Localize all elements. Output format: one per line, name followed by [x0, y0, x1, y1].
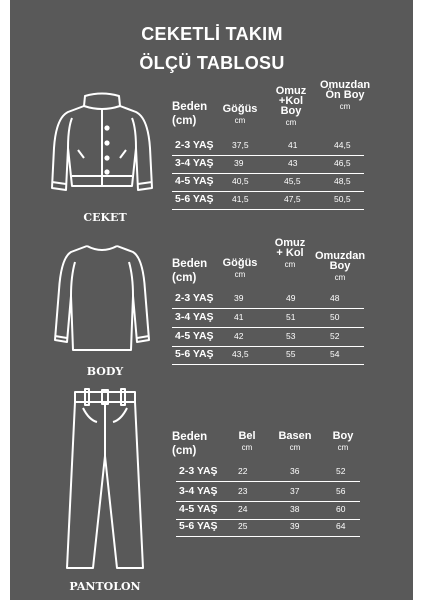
- cell-value: 51: [286, 312, 296, 322]
- cell-value: 49: [286, 293, 296, 303]
- cell-value: 41: [288, 140, 298, 150]
- size-label: 5-6 YAŞ: [175, 348, 214, 360]
- sweatshirt-icon: [45, 240, 160, 360]
- table3-col3-header: Boy cm: [332, 430, 354, 452]
- cell-value: 46,5: [334, 158, 351, 168]
- table1-beden-header: Beden (cm): [172, 101, 208, 127]
- row-divider: [172, 191, 364, 192]
- size-label: 3-4 YAŞ: [179, 485, 218, 497]
- cell-value: 45,5: [284, 176, 301, 186]
- cell-value: 56: [336, 486, 346, 496]
- table2-beden-header: Beden (cm): [172, 258, 208, 284]
- size-label: 4-5 YAŞ: [175, 330, 214, 342]
- cell-value: 22: [238, 466, 248, 476]
- page-title: CEKETLİ TAKIM: [141, 24, 283, 44]
- table3-beden-header: Beden (cm): [172, 431, 208, 457]
- cell-value: 43: [288, 158, 298, 168]
- table-row: [172, 330, 364, 344]
- cell-value: 50: [330, 312, 340, 322]
- table-row: [172, 157, 364, 171]
- cell-value: 64: [336, 521, 346, 531]
- size-label: 5-6 YAŞ: [175, 193, 214, 205]
- size-label: 2-3 YAŞ: [175, 139, 214, 151]
- table2-col2-header: Omuz + Kol cm: [274, 237, 306, 269]
- cell-value: 38: [290, 504, 300, 514]
- table-row: [176, 485, 360, 499]
- cell-value: 39: [234, 158, 244, 168]
- cell-value: 41: [234, 312, 244, 322]
- row-divider: [172, 155, 364, 156]
- row-divider: [172, 173, 364, 174]
- table-row: [172, 348, 364, 362]
- table-row: [176, 465, 360, 479]
- cell-value: 50,5: [334, 194, 351, 204]
- cell-value: 48: [330, 293, 340, 303]
- body-caption: BODY: [86, 365, 124, 378]
- table-row: [176, 520, 360, 534]
- cell-value: 48,5: [334, 176, 351, 186]
- table3-col2-header: Basen cm: [278, 430, 312, 452]
- row-divider: [172, 364, 364, 365]
- cell-value: 42: [234, 331, 244, 341]
- table-row: [172, 175, 364, 189]
- cell-value: 54: [330, 349, 340, 359]
- table-row: [172, 311, 364, 325]
- row-divider: [172, 327, 364, 328]
- cell-value: 40,5: [232, 176, 249, 186]
- size-label: 2-3 YAŞ: [175, 292, 214, 304]
- size-label: 3-4 YAŞ: [175, 311, 214, 323]
- cell-value: 52: [330, 331, 340, 341]
- row-divider: [172, 209, 364, 210]
- size-label: 5-6 YAŞ: [179, 520, 218, 532]
- cell-value: 53: [286, 331, 296, 341]
- size-label: 2-3 YAŞ: [179, 465, 218, 477]
- cell-value: 37: [290, 486, 300, 496]
- page-subtitle: ÖLÇÜ TABLOSU: [139, 53, 285, 73]
- cell-value: 25: [238, 521, 248, 531]
- cell-value: 39: [290, 521, 300, 531]
- cell-value: 55: [286, 349, 296, 359]
- table-row: [176, 503, 360, 517]
- jacket-icon: [40, 88, 165, 208]
- cell-value: 36: [290, 466, 300, 476]
- table2-col3-header: Omuzdan Boy cm: [314, 250, 366, 282]
- cell-value: 37,5: [232, 140, 249, 150]
- table-row: [172, 292, 364, 306]
- row-divider: [176, 536, 360, 537]
- table1-col3-header: Omuzdan Ön Boy cm: [319, 79, 371, 111]
- cell-value: 41,5: [232, 194, 249, 204]
- table1-col1-header: Göğüs cm: [222, 103, 258, 125]
- size-label: 4-5 YAŞ: [179, 503, 218, 515]
- table3-col1-header: Bel cm: [238, 430, 256, 452]
- cell-value: 47,5: [284, 194, 301, 204]
- pantolon-caption: PANTOLON: [69, 580, 141, 593]
- cell-value: 60: [336, 504, 346, 514]
- table2-col1-header: Göğüs cm: [222, 257, 258, 279]
- size-label: 4-5 YAŞ: [175, 175, 214, 187]
- size-label: 3-4 YAŞ: [175, 157, 214, 169]
- row-divider: [172, 308, 364, 309]
- table-row: [172, 193, 364, 207]
- jacket-caption: CEKET: [83, 211, 127, 224]
- cell-value: 39: [234, 293, 244, 303]
- table1-col2-header: Omuz +Kol Boy cm: [275, 85, 307, 127]
- cell-value: 52: [336, 466, 346, 476]
- row-divider: [176, 481, 360, 482]
- table-row: [172, 139, 364, 153]
- trousers-icon: [55, 386, 155, 576]
- cell-value: 23: [238, 486, 248, 496]
- row-divider: [172, 346, 364, 347]
- cell-value: 44,5: [334, 140, 351, 150]
- row-divider: [176, 501, 360, 502]
- cell-value: 43,5: [232, 349, 249, 359]
- cell-value: 24: [238, 504, 248, 514]
